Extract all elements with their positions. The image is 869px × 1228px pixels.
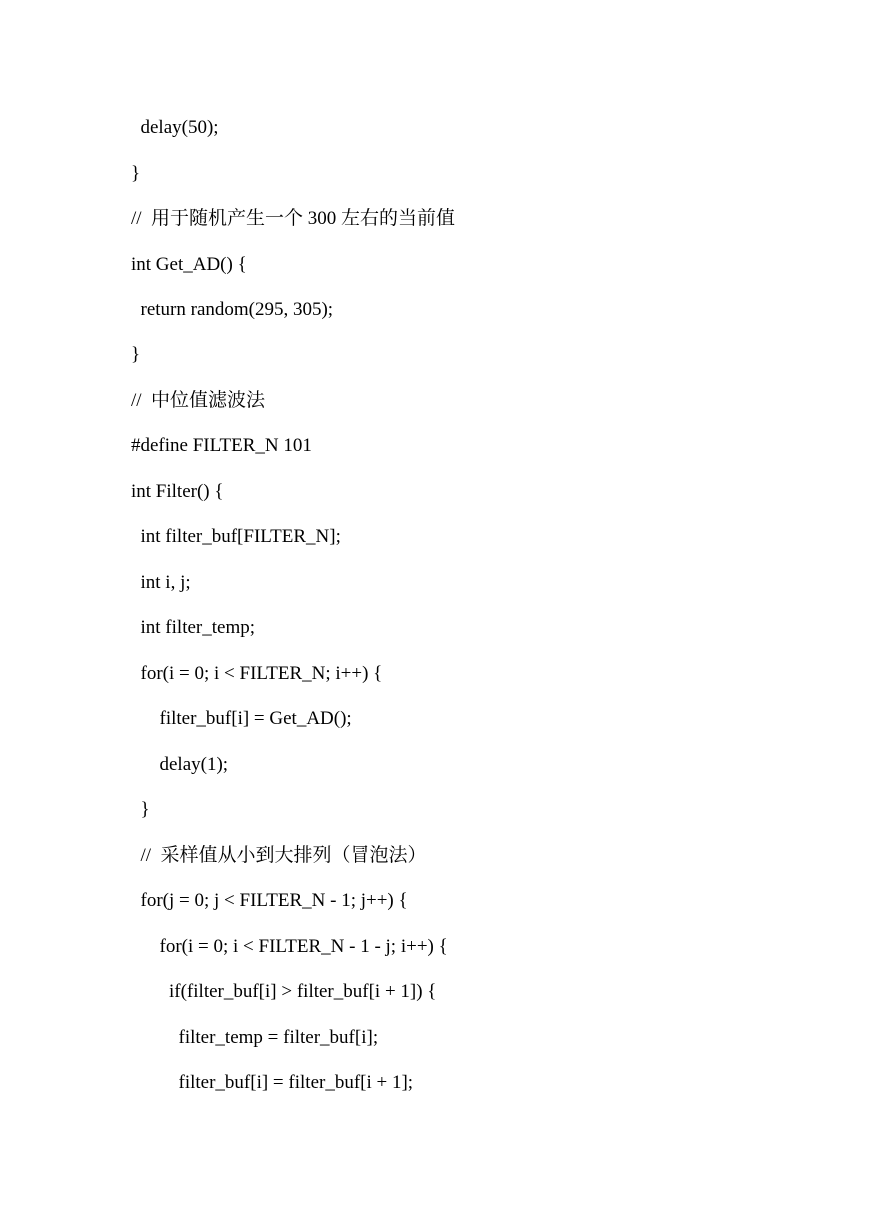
code-line-9: int Filter() { [131,481,224,502]
code-line-16: } [131,799,150,820]
code-line-1: delay(50); [131,117,219,138]
code-line-10: int filter_buf[FILTER_N]; [131,526,341,547]
code-line-11: int i, j; [131,572,191,593]
code-line-19: for(i = 0; i < FILTER_N - 1 - j; i++) { [131,936,448,957]
code-line-20: if(filter_buf[i] > filter_buf[i + 1]) { [131,981,437,1002]
code-line-18: for(j = 0; j < FILTER_N - 1; j++) { [131,890,408,911]
code-line-14: filter_buf[i] = Get_AD(); [131,708,352,729]
code-line-22: filter_buf[i] = filter_buf[i + 1]; [131,1072,414,1093]
code-line-6: } [131,344,141,365]
code-line-8: #define FILTER_N 101 [131,435,312,456]
code-line-21: filter_temp = filter_buf[i]; [131,1027,379,1048]
code-line-3: // 用于随机产生一个 300 左右的当前值 [131,208,456,229]
code-line-17: // 采样值从小到大排列（冒泡法） [131,845,427,866]
code-line-5: return random(295, 305); [131,299,334,320]
code-line-12: int filter_temp; [131,617,256,638]
code-line-2: } [131,163,141,184]
code-line-13: for(i = 0; i < FILTER_N; i++) { [131,663,383,684]
code-line-7: // 中位值滤波法 [131,390,266,411]
code-line-4: int Get_AD() { [131,254,247,275]
code-line-15: delay(1); [131,754,229,775]
